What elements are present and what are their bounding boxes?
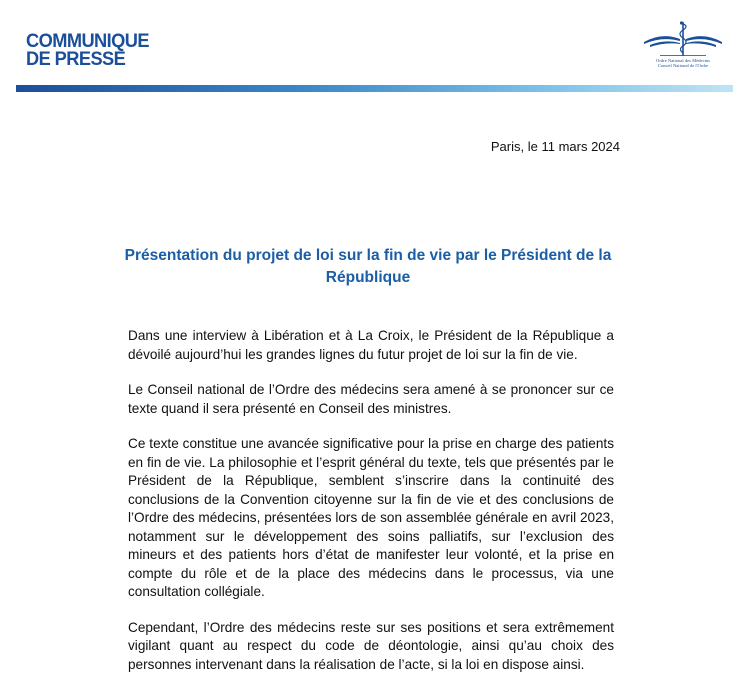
ordre-logo xyxy=(640,14,726,74)
paragraph-1: Dans une interview à Libération et à La Croix, le Président de la République a dévoilé aujourd’hui les grandes lignes du futur projet de loi sur la fin de vie. xyxy=(128,328,614,362)
header-divider xyxy=(16,85,733,92)
document-body xyxy=(128,327,614,691)
paragraph-4: Cependant, l’Ordre des médecins reste sur ses positions et sera extrêmement vigilant quant au respect du code de déontologie, ainsi qu’au choix des personnes intervenant dans la réalisation de l’acte, si la loi en dispose ainsi. xyxy=(128,619,614,672)
paragraph-2: Le Conseil national de l’Ordre des médecins sera amené à se prononcer sur ce texte quand il sera présenté en Conseil des ministres. xyxy=(128,382,614,416)
logo-caption-2: Conseil National de l'Ordre xyxy=(657,63,709,68)
document-title: Présentation du projet de loi sur la fin de vie par le Président de la République xyxy=(124,247,612,286)
document-date: Paris, le 11 mars 2024 xyxy=(490,139,620,154)
caduceus-icon xyxy=(640,14,726,58)
logo-caption-1: Ordre National des Médecins xyxy=(656,58,710,63)
brand-line-2: DE PRESSE xyxy=(26,49,126,70)
brand-line-1: COMMUNIQUE xyxy=(26,31,149,52)
page-header xyxy=(0,0,733,96)
brand-title xyxy=(26,33,149,69)
paragraph-3: Ce texte constitue une avancée significative pour la prise en charge des patients en fin de vie. La philosophie et l’esprit général du texte, tels que présentés par le Président de la République, semblent s’inscrire dans la continuité des conclusions de la Convention citoyenne sur la fin de vie et des conclusions de l’Ordre des médecins, présentées lors de son assemblée générale en avril 2023, notamment sur le développement des soins palliatifs, sur l’exclusion des mineurs et des patients hors d’état de manifester leur volonté, et la prise en compte du rôle et de la place des médecins dans le processus, via une consultation collégiale. xyxy=(128,436,614,599)
